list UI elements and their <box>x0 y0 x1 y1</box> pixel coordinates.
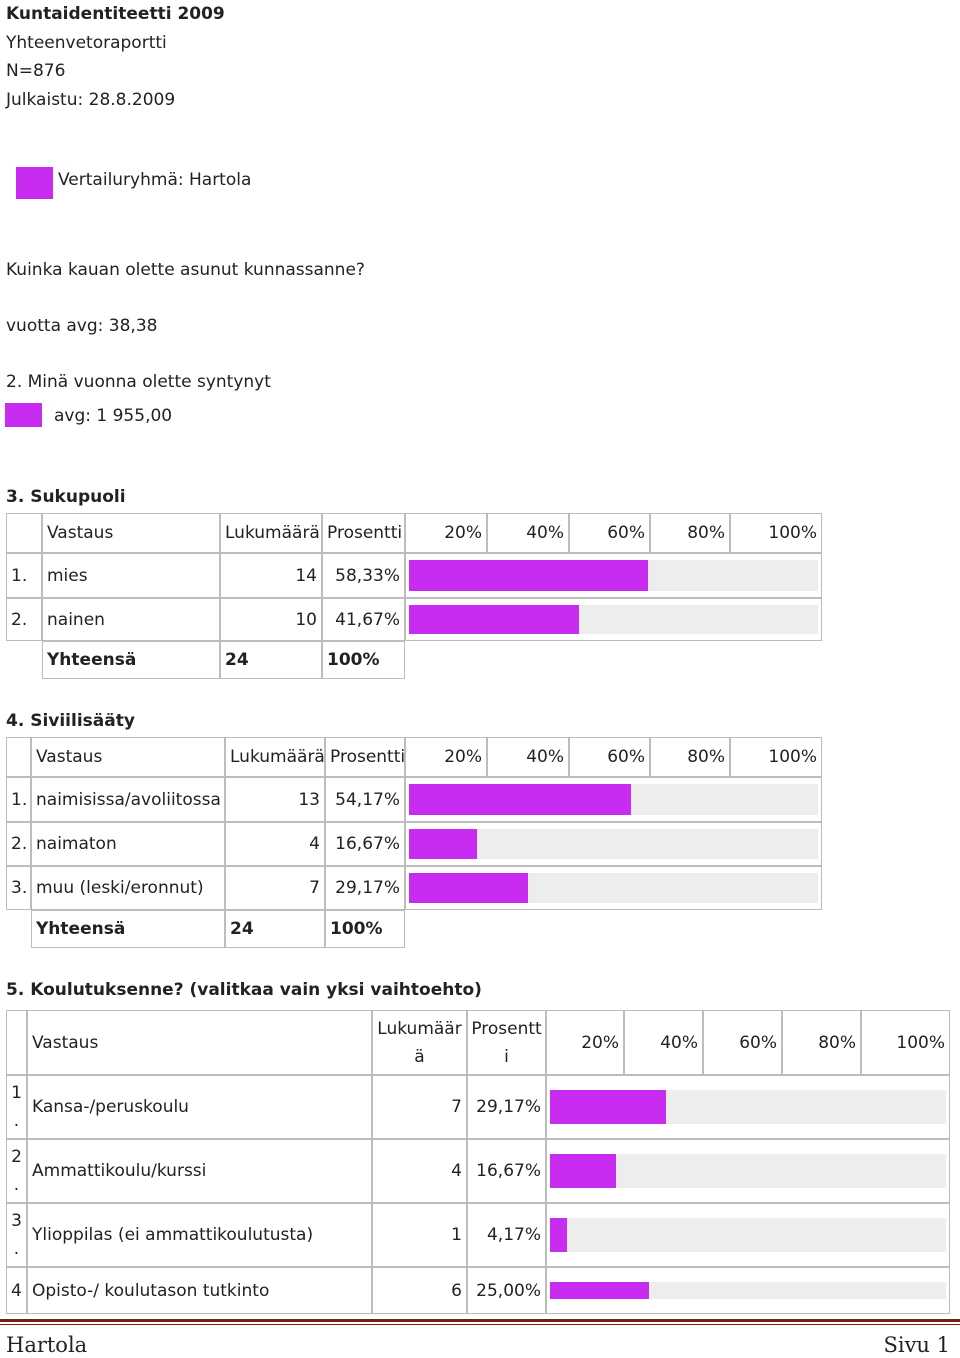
answer-bar-cell <box>546 1075 950 1139</box>
answer-label: naimisissa/avoliitossa <box>31 777 225 822</box>
answer-bar-fill <box>550 1154 616 1188</box>
answer-bar-fill <box>550 1090 666 1124</box>
legend-swatch <box>16 167 53 199</box>
scale-tick: 80% <box>782 1010 861 1075</box>
header-count: Lukumäärä <box>220 513 322 553</box>
answer-bar-cell <box>405 553 822 598</box>
answer-bar-track <box>550 1090 946 1124</box>
header-answer: Vastaus <box>42 513 220 553</box>
answer-bar-track <box>550 1282 946 1299</box>
scale-tick: 20% <box>405 737 487 777</box>
report-subtitle: Yhteenvetoraportti <box>6 32 167 53</box>
answer-bar-cell <box>405 598 822 641</box>
answer-percent: 4,17% <box>467 1203 546 1267</box>
header-percent: Prosentti <box>325 737 405 777</box>
scale-tick: 100% <box>730 737 822 777</box>
answer-bar-track <box>409 605 818 634</box>
answer-bar-track <box>550 1218 946 1252</box>
header-percent: Prosentt i <box>467 1010 546 1075</box>
answer-bar-fill <box>550 1282 649 1299</box>
header-num-cell <box>6 513 42 553</box>
report-title: Kuntaidentiteetti 2009 <box>6 4 225 24</box>
scale-tick: 60% <box>569 513 650 553</box>
footer-organization: Hartola <box>6 1333 88 1357</box>
footer-page-number: Sivu 1 <box>883 1333 950 1357</box>
header-answer: Vastaus <box>31 737 225 777</box>
answer-bar-cell <box>546 1203 950 1267</box>
answer-label: naimaton <box>31 822 225 866</box>
answer-bar-track <box>409 560 818 591</box>
header-count: Lukumäärä <box>225 737 325 777</box>
answer-count: 4 <box>225 822 325 866</box>
answer-count: 1 <box>372 1203 467 1267</box>
answer-count: 14 <box>220 553 322 598</box>
answer-bar-fill <box>409 873 528 903</box>
answer-count: 7 <box>225 866 325 910</box>
answer-label: Kansa-/peruskoulu <box>27 1075 372 1139</box>
row-number: 1 . <box>6 1075 27 1139</box>
row-number: 3 . <box>6 1203 27 1267</box>
scale-tick: 80% <box>650 513 730 553</box>
answer-label: Opisto-/ koulutason tutkinto <box>27 1267 372 1314</box>
q3-title: 3. Sukupuoli <box>6 487 126 507</box>
header-percent: Prosentti <box>322 513 405 553</box>
total-label: Yhteensä <box>42 641 220 679</box>
answer-count: 10 <box>220 598 322 641</box>
total-percent: 100% <box>325 910 405 948</box>
answer-count: 13 <box>225 777 325 822</box>
q4-title: 4. Siviilisääty <box>6 711 135 731</box>
footer-rule <box>0 1319 960 1322</box>
q5-title: 5. Koulutuksenne? (valitkaa vain yksi vaihtoehto) <box>6 980 482 1000</box>
q1-title: Kuinka kauan olette asunut kunnassanne? <box>6 260 365 280</box>
q2-average: avg: 1 955,00 <box>54 406 173 426</box>
answer-label: nainen <box>42 598 220 641</box>
row-number: 2. <box>6 598 42 641</box>
answer-label: Ammattikoulu/kurssi <box>27 1139 372 1203</box>
answer-bar-fill <box>409 829 477 859</box>
scale-tick: 60% <box>703 1010 782 1075</box>
row-number: 2 . <box>6 1139 27 1203</box>
header-num-cell <box>6 737 31 777</box>
total-count: 24 <box>225 910 325 948</box>
answer-percent: 54,17% <box>325 777 405 822</box>
answer-bar-fill <box>550 1218 567 1252</box>
total-count: 24 <box>220 641 322 679</box>
footer-rule-thin <box>0 1324 960 1325</box>
answer-count: 7 <box>372 1075 467 1139</box>
legend-label: Vertailuryhmä: Hartola <box>58 170 252 190</box>
report-header <box>6 0 225 114</box>
respondent-count: N=876 <box>6 61 66 81</box>
scale-tick: 60% <box>569 737 650 777</box>
answer-percent: 16,67% <box>467 1139 546 1203</box>
header-count: Lukumäär ä <box>372 1010 467 1075</box>
answer-bar-fill <box>409 560 648 591</box>
row-number: 1. <box>6 777 31 822</box>
scale-tick: 100% <box>730 513 822 553</box>
answer-label: mies <box>42 553 220 598</box>
q2-title: 2. Minä vuonna olette syntynyt <box>6 372 271 392</box>
answer-bar-cell <box>546 1267 950 1314</box>
q2-swatch <box>5 403 42 427</box>
answer-percent: 16,67% <box>325 822 405 866</box>
answer-percent: 41,67% <box>322 598 405 641</box>
header-num-cell <box>6 1010 27 1075</box>
scale-tick: 20% <box>405 513 487 553</box>
answer-bar-track <box>409 829 818 859</box>
scale-tick: 40% <box>487 513 569 553</box>
total-label: Yhteensä <box>31 910 225 948</box>
scale-tick: 40% <box>487 737 569 777</box>
scale-tick: 20% <box>546 1010 624 1075</box>
answer-percent: 29,17% <box>325 866 405 910</box>
row-number: 1. <box>6 553 42 598</box>
publish-date: Julkaistu: 28.8.2009 <box>6 89 176 110</box>
answer-percent: 25,00% <box>467 1267 546 1314</box>
row-number: 3. <box>6 866 31 910</box>
answer-percent: 58,33% <box>322 553 405 598</box>
scale-tick: 100% <box>861 1010 950 1075</box>
scale-tick: 40% <box>624 1010 703 1075</box>
scale-tick: 80% <box>650 737 730 777</box>
total-percent: 100% <box>322 641 405 679</box>
answer-bar-track <box>550 1154 946 1188</box>
answer-count: 6 <box>372 1267 467 1314</box>
answer-label: muu (leski/eronnut) <box>31 866 225 910</box>
answer-bar-cell <box>405 822 822 866</box>
answer-percent: 29,17% <box>467 1075 546 1139</box>
header-answer: Vastaus <box>27 1010 372 1075</box>
answer-bar-fill <box>409 605 579 634</box>
answer-count: 4 <box>372 1139 467 1203</box>
answer-bar-track <box>409 873 818 903</box>
answer-bar-cell <box>405 866 822 910</box>
row-number: 2. <box>6 822 31 866</box>
answer-bar-cell <box>405 777 822 822</box>
row-number: 4 <box>6 1267 27 1314</box>
answer-bar-cell <box>546 1139 950 1203</box>
answer-bar-track <box>409 784 818 815</box>
q1-average: vuotta avg: 38,38 <box>6 316 158 336</box>
answer-label: Ylioppilas (ei ammattikoulutusta) <box>27 1203 372 1267</box>
answer-bar-fill <box>409 784 631 815</box>
